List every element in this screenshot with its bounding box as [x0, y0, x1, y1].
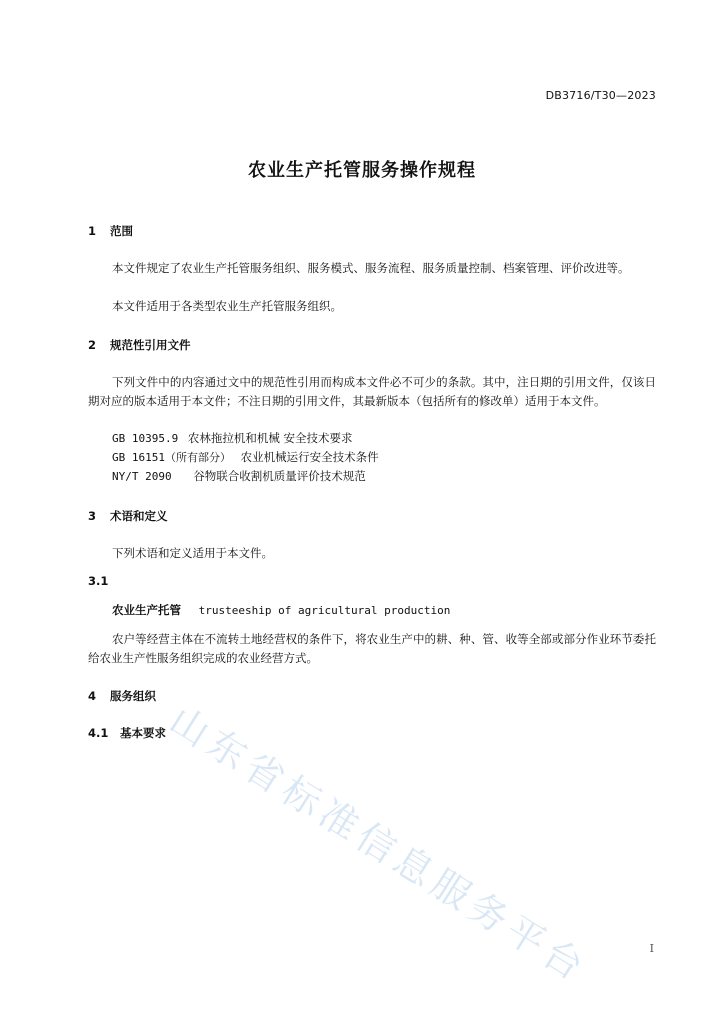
term-english: trusteeship of agricultural production [198, 604, 451, 617]
reference-name: 农业机械运行安全技术条件 [240, 450, 379, 464]
section-3-heading [88, 508, 168, 524]
subsection-number: 4.1 [88, 726, 109, 740]
reference-name: 谷物联合收割机质量评价技术规范 [193, 469, 366, 483]
section-4-heading [88, 688, 156, 704]
reference-code: GB 10395.9 [112, 432, 179, 445]
section-title: 范围 [110, 224, 134, 238]
section-3-paragraph-1: 下列术语和定义适用于本文件。 [112, 546, 273, 560]
normative-reference [112, 449, 379, 465]
section-number: 4 [88, 689, 97, 703]
reference-name: 农林拖拉机和机械 安全技术要求 [187, 431, 353, 445]
term-entry [112, 602, 450, 618]
section-2-heading [88, 337, 191, 353]
section-title: 服务组织 [110, 689, 157, 703]
reference-code: NY/T 2090 [112, 470, 172, 483]
normative-reference [112, 430, 353, 446]
document-title: 农业生产托管服务操作规程 [248, 160, 476, 181]
section-1-paragraph-1: 本文件规定了农业生产托管服务组织、服务模式、服务流程、服务质量控制、档案管理、评价改进等。 [112, 261, 630, 275]
subsection-number: 3.1 [88, 574, 109, 588]
section-1-heading [88, 223, 133, 239]
term-chinese: 农业生产托管 [112, 603, 181, 617]
reference-code: GB 16151（所有部分） [112, 451, 231, 464]
watermark: 山东省标准信息服务平台 [161, 697, 596, 992]
subsection-title: 基本要求 [120, 726, 167, 740]
section-number: 2 [88, 338, 97, 352]
section-title: 规范性引用文件 [110, 338, 191, 352]
section-2-paragraph-1: 下列文件中的内容通过文中的规范性引用而构成本文件必不可少的条款。其中，注日期的引用文件，仅该日期对应的版本适用于本文件；不注日期的引用文件，其最新版本（包括所有的修改单）适用于本文件。 [88, 375, 656, 408]
section-number: 3 [88, 509, 97, 523]
standard-code: DB3716/T30—2023 [545, 89, 656, 102]
section-title: 术语和定义 [110, 509, 168, 523]
subsection-3-1-number [88, 574, 108, 588]
section-number: 1 [88, 224, 97, 238]
term-definition: 农户等经营主体在不流转土地经营权的条件下，将农业生产中的耕、种、管、收等全部或部分作业环节委托给农业生产性服务组织完成的农业经营方式。 [88, 632, 656, 665]
section-1-paragraph-2: 本文件适用于各类型农业生产托管服务组织。 [112, 299, 342, 313]
page-number: I [649, 942, 654, 955]
subsection-4-1-heading [88, 725, 166, 741]
normative-reference [112, 468, 366, 484]
